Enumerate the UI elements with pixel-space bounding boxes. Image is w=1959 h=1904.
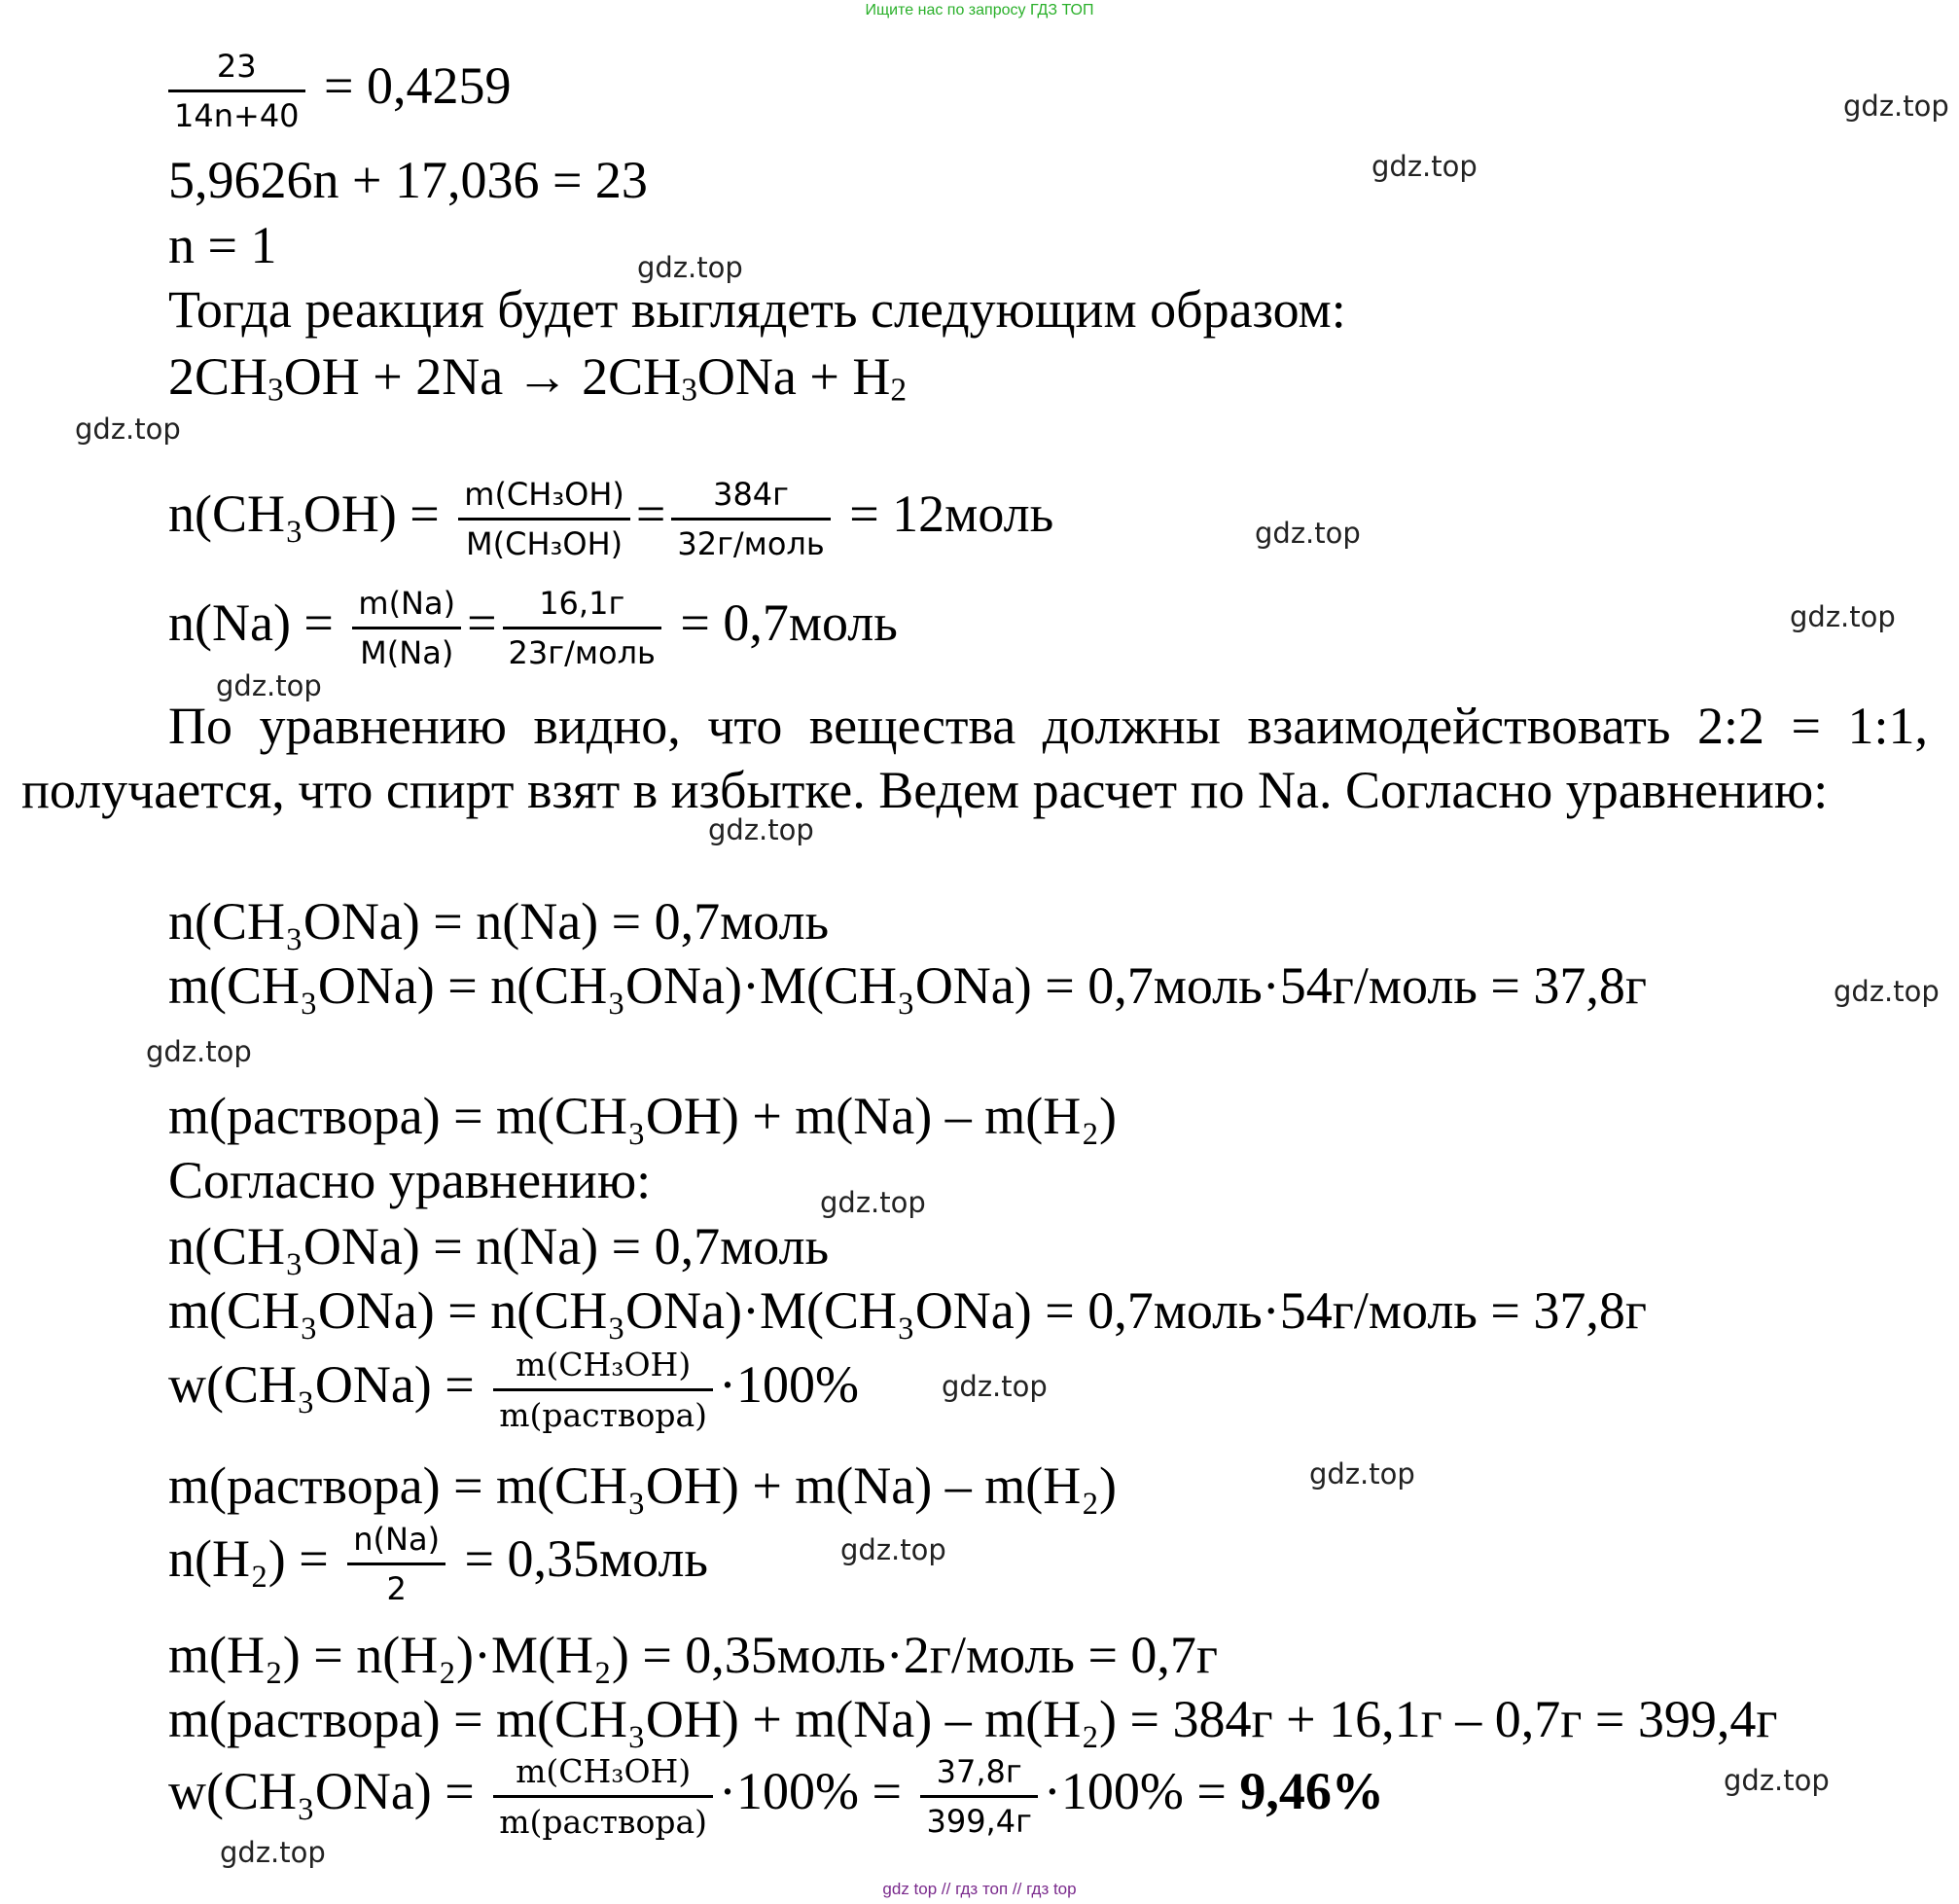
- n-na-line: n(Na) = $\frac{m(Na)}{M(Na)}$ = $\frac{16,1г}{\text{23г/моль}}$ = 0,7моль: [168, 585, 898, 671]
- equation-rhs: = 0,4259: [324, 55, 512, 115]
- fraction-numerator: 37,8г: [920, 1752, 1037, 1798]
- watermark: gdz.top: [220, 1836, 326, 1869]
- fraction-denominator: 2: [386, 1570, 407, 1607]
- fraction: [671, 475, 830, 563]
- fraction-numerator: 23: [168, 47, 305, 92]
- subscript: 3: [267, 372, 284, 409]
- m-solution-line: m(раствора) = m(CH₃OH) + m(Na) – m(H₂): [168, 1087, 1118, 1145]
- rhs: ·100% =: [1043, 1762, 1227, 1821]
- fraction-denominator: m(раствора): [499, 1803, 708, 1842]
- fraction-numerator: m(CH₃OH): [493, 1751, 713, 1798]
- result: = 12моль: [849, 484, 1054, 543]
- subscript: 2: [890, 372, 908, 409]
- fraction-numerator: m(Na): [352, 584, 461, 629]
- watermark: gdz.top: [637, 251, 743, 284]
- n-h2-line: [168, 1520, 708, 1608]
- lhs: n(Na) =: [168, 593, 334, 652]
- top-banner[interactable]: Ищите нас по запросу ГДЗ ТОП: [865, 2, 1094, 18]
- explanation-paragraph: По уравнению видно, что вещества должны взаимодействовать 2:2 = 1:1, получается, что спирт взят в избытке. Ведем расчет по Na. Согласно уравнению:: [21, 697, 1928, 819]
- m-ch3ona-line-2: m(CH₃ONa) = n(CH₃ONa)·M(CH₃ONa) = 0,7моль·54г/моль = 37,8г: [168, 1281, 1648, 1340]
- watermark: gdz.top: [146, 1035, 252, 1068]
- reaction-part: OH + 2Na → 2CH: [283, 347, 682, 406]
- soglasno-line: Согласно уравнению:: [168, 1151, 652, 1209]
- fraction-denominator: 14n+40: [174, 97, 300, 134]
- fraction-denominator: m(раствора): [499, 1396, 708, 1435]
- equation-line-1: [168, 47, 512, 135]
- w-formula-line: [168, 1345, 859, 1436]
- fraction: [503, 584, 661, 672]
- fraction: [352, 584, 461, 672]
- rhs: ·100%: [719, 1355, 860, 1415]
- result: = 0,7моль: [680, 593, 898, 652]
- fraction-numerator: 384г: [671, 475, 830, 521]
- fraction: [458, 475, 630, 563]
- m-h2-line: m(H₂) = n(H₂)·M(H₂) = 0,35моль·2г/моль = 0,7г: [168, 1626, 1219, 1684]
- fraction-numerator: n(Na): [347, 1520, 445, 1565]
- fraction-numerator: m(CH₃OH): [493, 1345, 713, 1391]
- equation-line-2: 5,9626n + 17,036 = 23: [168, 151, 648, 209]
- fraction: [168, 47, 305, 135]
- lhs: n(H₂) =: [168, 1528, 329, 1588]
- watermark: gdz.top: [1255, 517, 1361, 550]
- watermark: gdz.top: [1371, 150, 1478, 183]
- rhs: = 0,35моль: [464, 1528, 709, 1588]
- watermark: gdz.top: [1834, 975, 1940, 1008]
- watermark: gdz.top: [840, 1533, 946, 1566]
- n-ch3oh-line: n(CH₃OH) = $\frac{\text{m(CH₃OH)}}{\text{M(CH₃OH)}}$ = $\frac{384г}{\text{32г/моль}}$ = 12моль: [168, 476, 1054, 562]
- watermark: gdz.top: [1309, 1457, 1415, 1491]
- watermark: gdz.top: [1843, 90, 1949, 123]
- reaction-part: ONa + H: [696, 347, 891, 406]
- m-solution-line-3: m(раствора) = m(CH₃OH) + m(Na) – m(H₂) = 384г + 16,1г – 0,7г = 399,4г: [168, 1690, 1778, 1748]
- fraction-denominator: 32г/моль: [677, 525, 825, 562]
- n-ch3ona-line-2: n(CH₃ONa) = n(Na) = 0,7моль: [168, 1217, 830, 1275]
- m-solution-line-2: m(раствора) = m(CH₃OH) + m(Na) – m(H₂): [168, 1456, 1118, 1515]
- watermark: gdz.top: [942, 1370, 1048, 1403]
- reaction-equation: [168, 347, 908, 409]
- fraction: [493, 1345, 713, 1436]
- fraction: [493, 1751, 713, 1843]
- subscript: 3: [681, 372, 697, 409]
- watermark: gdz.top: [820, 1186, 926, 1219]
- reaction-part: 2CH: [168, 347, 268, 406]
- fraction: [920, 1752, 1037, 1841]
- n-ch3ona-line: n(CH₃ONa) = n(Na) = 0,7моль: [168, 892, 830, 951]
- fraction-numerator: m(CH₃OH): [458, 475, 630, 521]
- middle: ·100% =: [719, 1762, 902, 1821]
- lhs: w(CH₃ONa) =: [168, 1355, 475, 1415]
- fraction: [347, 1520, 445, 1608]
- final-answer-line: [168, 1751, 1384, 1843]
- watermark: gdz.top: [75, 413, 181, 446]
- watermark: gdz.top: [1790, 600, 1896, 633]
- lhs: n(CH₃OH) =: [168, 484, 440, 543]
- equation-line-3: n = 1: [168, 216, 277, 274]
- watermark: gdz.top: [1724, 1764, 1830, 1797]
- lhs: w(CH₃ONa) =: [168, 1762, 475, 1821]
- fraction-denominator: 23г/моль: [508, 634, 656, 671]
- footer-links[interactable]: gdz top // гдз топ // гдз top: [882, 1880, 1077, 1898]
- m-ch3ona-line: m(CH₃ONa) = n(CH₃ONa)·M(CH₃ONa) = 0,7моль·54г/моль = 37,8г: [168, 956, 1648, 1015]
- answer: 9,46%: [1239, 1762, 1384, 1821]
- watermark: gdz.top: [708, 813, 814, 846]
- text-line-4: Тогда реакция будет выглядеть следующим образом:: [168, 280, 1346, 339]
- fraction-denominator: M(CH₃OH): [466, 525, 623, 562]
- fraction-numerator: 16,1г: [503, 584, 661, 629]
- watermark: gdz.top: [216, 669, 322, 702]
- fraction-denominator: 399,4г: [926, 1803, 1032, 1841]
- fraction-denominator: M(Na): [360, 634, 454, 671]
